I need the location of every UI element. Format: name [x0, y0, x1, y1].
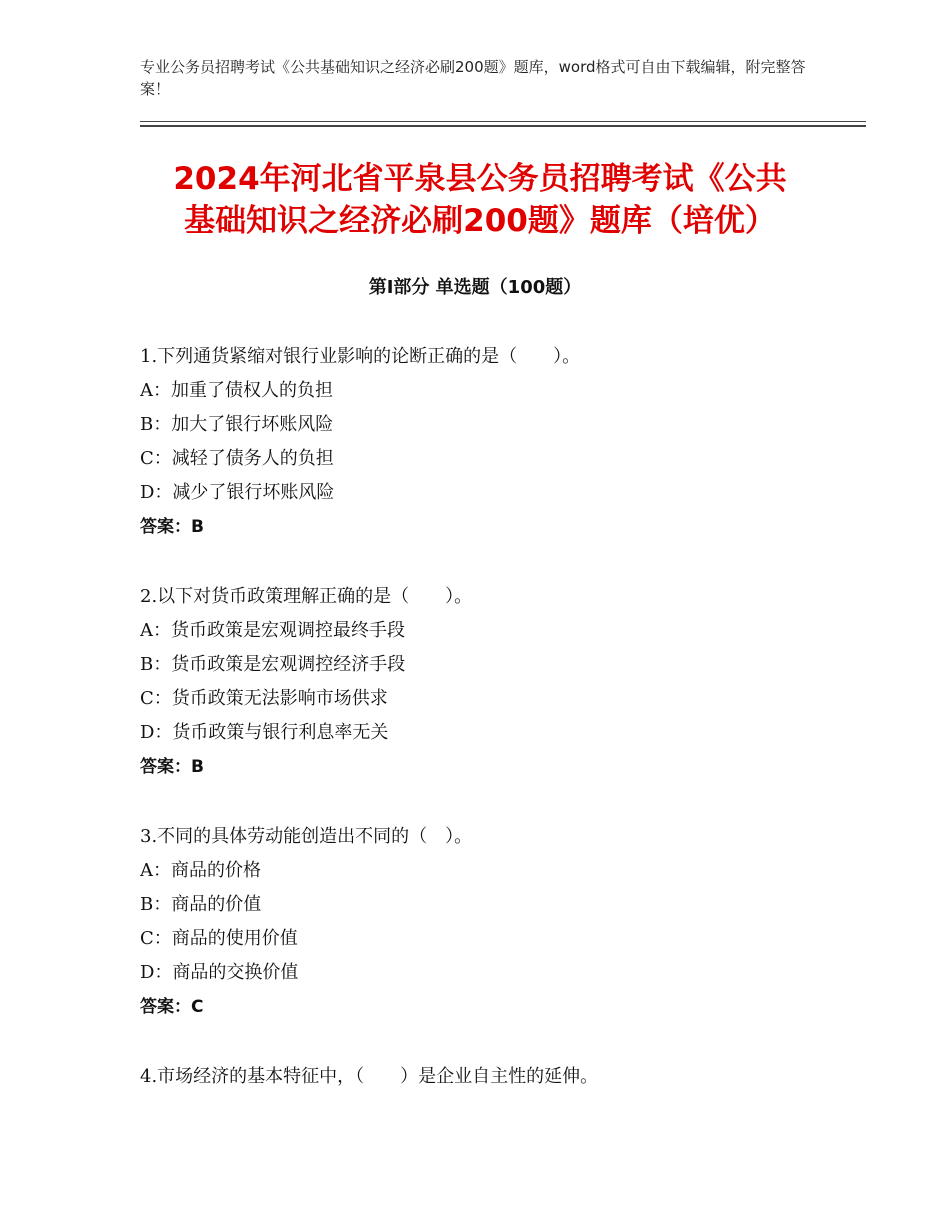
option-d: D：减少了银行坏账风险 [140, 482, 335, 503]
option-c: C：货币政策无法影响市场供求 [140, 688, 388, 709]
option-b: B：加大了银行坏账风险 [140, 414, 334, 435]
question-stem: 1.下列通货紧缩对银行业影响的论断正确的是（ ）。 [140, 346, 581, 367]
option-c: C：商品的使用价值 [140, 928, 298, 949]
title-line-2: 基础知识之经济必刷200题》题库（培优） [184, 203, 776, 239]
option-d: D：商品的交换价值 [140, 962, 299, 983]
document-title [140, 158, 820, 242]
question-list [140, 340, 860, 1130]
question-stem: 4.市场经济的基本特征中，（ ）是企业自主性的延伸。 [140, 1066, 599, 1087]
question-4 [140, 1060, 860, 1094]
header-rule-thin [140, 121, 866, 122]
option-b: B：商品的价值 [140, 894, 262, 915]
question-2 [140, 580, 860, 784]
option-a: A：加重了债权人的负担 [140, 380, 333, 401]
option-c: C：减轻了债务人的负担 [140, 448, 334, 469]
header-rule-thick [140, 125, 866, 127]
question-stem: 3.不同的具体劳动能创造出不同的（ ）。 [140, 826, 473, 847]
option-b: B：货币政策是宏观调控经济手段 [140, 654, 406, 675]
option-a: A：货币政策是宏观调控最终手段 [140, 620, 405, 641]
option-d: D：货币政策与银行利息率无关 [140, 722, 389, 743]
title-line-1: 2024年河北省平泉县公务员招聘考试《公共 [173, 161, 787, 197]
section-title: 第Ⅰ部分 单选题（100题） [368, 277, 582, 298]
answer: 答案：B [140, 517, 204, 537]
header-note: 专业公务员招聘考试《公共基础知识之经济必刷200题》题库，word格式可自由下载编辑，附完整答案！ [140, 58, 806, 98]
option-a: A：商品的价格 [140, 860, 261, 881]
question-1 [140, 340, 860, 544]
answer: 答案：B [140, 757, 204, 777]
answer: 答案：C [140, 997, 204, 1017]
question-3 [140, 820, 860, 1024]
question-stem: 2.以下对货币政策理解正确的是（ ）。 [140, 586, 473, 607]
